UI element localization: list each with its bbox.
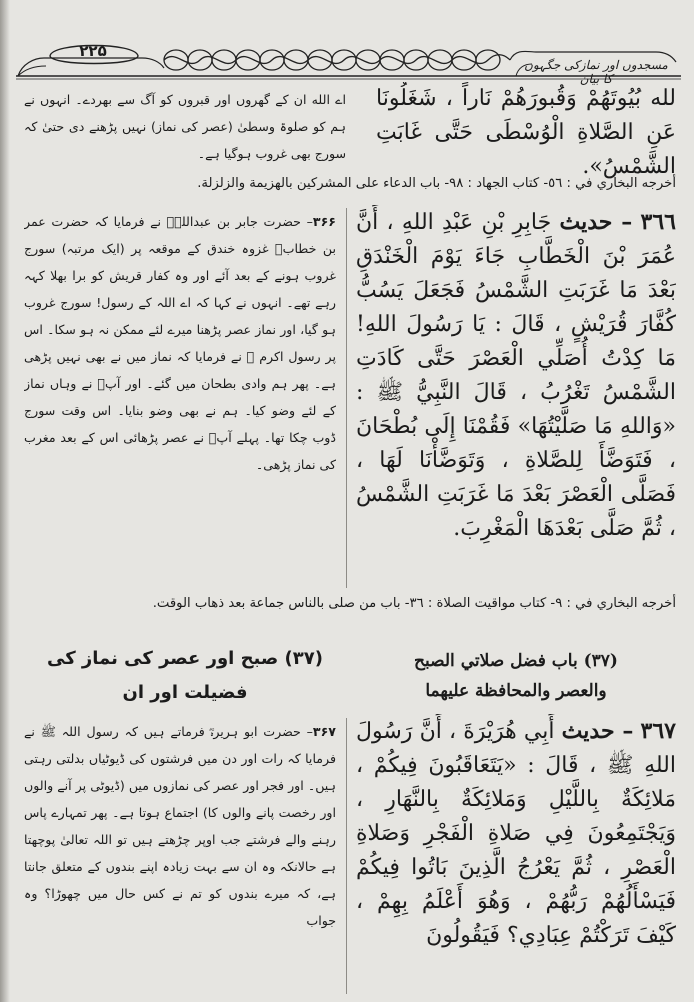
chapter-37-urdu-heading (24, 642, 346, 712)
hadith-366-number: ٣٦٦ (640, 209, 676, 235)
hadith-366-urdu-text: حضرت جابر بن عبداللہؓ نے فرمایا کہ حضرت عمر بن خطابؓ غزوہ خندق کے موقعہ پر (ایک مرتبہ) سورج غروب ہونے کے بعد آئے اور وہ کفار قریش کو برا بھلا کہہ رہے تھے۔ انہوں نے کہا کہ اے اللہ کے رسول! سورج غروب ہو گیا، اور نماز عصر پڑھنا میرے لئے ممکن نہ ہو سکا۔ اس پر رسول اکرم ﷺ نے فرمایا کہ نماز میں نے بھی نہیں پڑھی ہے۔ پھر ہم وادی بطحان میں گئے۔ اور آپؐ نے وہاں نماز کے لئے وضو کیا۔ ہم نے بھی وضو بنایا۔ اس وقت سورج ڈوب چکا تھا۔ پہلے آپؐ نے عصر پڑھائی اس کے بعد مغرب کی نماز پڑھی۔ (24, 214, 336, 472)
hadith-367-urdu-number: ۳۶۷ (312, 724, 336, 739)
hadith-367-urdu-text: حضرت ابو ہریرہؓ فرماتے ہیں کہ رسول اللہ ﷺ نے فرمایا کہ رات اور دن میں فرشتوں کی ڈیوٹیاں بدلتی رہتی ہیں۔ اور فجر اور عصر کی نمازوں میں (ڈیوٹی پر آنے والوں اور رخصت پانے والوں کا) اجتماع ہوتا ہے۔ پھر تمہارے پاس رہنے والے فرشتے جب اوپر چڑھتے ہیں تو اللہ تعالیٰ پوچھتا ہے حالانکہ وہ ان سے بہت زیادہ اپنے بندوں کے متعلق جانتا ہے، کہ میرے بندوں کو تم نے کس حال میں چھوڑا؟ وہ جواب (24, 724, 336, 928)
urdu-continuation (24, 86, 346, 172)
hadith-367-urdu: ۳۶۷– حضرت ابو ہریرہؓ فرماتے ہیں کہ رسول اللہ ﷺ نے فرمایا کہ رات اور دن میں فرشتوں کی ڈیوٹیاں بدلتی رہتی ہیں۔ اور فجر اور عصر کی نمازوں میں (ڈیوٹی پر آنے والوں اور رخصت پانے والوں کا) اجتماع ہوتا ہے۔ پھر تمہارے پاس رہنے والے فرشتے جب اوپر چڑھتے ہیں تو اللہ تعالیٰ پوچھتا ہے حالانکہ وہ ان سے بہت زیادہ اپنے بندوں کے متعلق جانتا ہے، کہ میرے بندوں کو تم نے کس حال میں چھوڑا؟ وہ جواب (24, 724, 336, 928)
chapter-37-urdu-line1: (۳۷) صبح اور عصر کی نماز کی فضیلت اور ان (46, 648, 323, 703)
reference-jihad: أخرجه البخاري في : ٥٦- كتاب الجهاد : ٩٨- باب الدعاء على المشركين بالهزيمة والزلزلة. (197, 176, 676, 191)
column-divider (346, 208, 347, 588)
chapter-running-title: مسجدوں اور نمازکی جگہوں کا بیان (524, 58, 668, 86)
page-number: ۲۲۵ (79, 42, 107, 60)
chapter-37-arabic-line1: (٣٧) باب فضل صلاتي الصبح (414, 651, 618, 671)
page-header (16, 36, 681, 86)
hadith-367-number: ٣٦٧ (640, 718, 676, 744)
hadith-367-lead: – حديث (561, 718, 634, 744)
hadith-367-text: أَبِي هُرَيْرَةَ ، أَنَّ رَسُولَ اللهِ ﷺ ، قَالَ : «يَتَعَاقَبُونَ فِيكُمْ ، مَلائِكَةٌ بِاللَّيْلِ وَمَلائِكَةٌ بِالنَّهَارِ ، وَيَجْتَمِعُونَ فِي صَلاةِ الْفَجْرِ وَصَلاةِ الْعَصْرِ ، ثُمَّ يَعْرُجُ الَّذِينَ بَاتُوا فِيكُمْ فَيَسْأَلُهُمْ رَبُّهُمْ ، وَهُوَ أَعْلَمُ بِهِمْ ، كَيْفَ تَرَكْتُمْ عِبَادِي؟ فَيَقُولُونَ (356, 719, 676, 948)
page-spine-shadow (0, 0, 10, 1002)
hadith-366-text: جَابِرِ بْنِ عَبْدِ اللهِ ، أَنَّ عُمَرَ بْنَ الْخَطَّابِ جَاءَ يَوْمَ الْخَنْدَقِ بَعْدَ مَا غَرَبَتِ الشَّمْسُ فَجَعَلَ يَسُبُّ كُفَّارَ قُرَيْشٍ ، قَالَ : يَا رَسُولَ اللهِ! مَا كِدْتُ أُصَلِّي الْعَصْرَ حَتَّى كَادَتِ الشَّمْسُ تَغْرُبُ ، قَالَ النَّبِيُّ ﷺ : «وَاللهِ مَا صَلَّيْتُهَا» فَقُمْنَا إِلَى بُطْحَانَ ، فَتَوَضَّأَ لِلصَّلاةِ ، وَتَوَضَّأْنَا لَهَا ، فَصَلَّى الْعَصْرَ بَعْدَ مَا غَرَبَتِ الشَّمْسُ ، ثُمَّ صَلَّى بَعْدَهَا الْمَغْرِبَ. (356, 210, 676, 541)
chapter-37-arabic-line2: والعصر والمحافظة عليهما (425, 681, 607, 701)
hadith-367-arabic (356, 714, 676, 994)
column-divider-lower (346, 718, 347, 994)
reference-mawaqit: أخرجه البخاري في : ٩- كتاب مواقيت الصلاة : ٣٦- باب من صلى بالناس جماعة بعد ذهاب الوقت. (152, 596, 676, 611)
hadith-366-lead: – حديث (559, 209, 633, 235)
chapter-37-urdu-line2 (24, 710, 346, 712)
chapter-37-arabic-heading (356, 646, 676, 710)
arabic-continuation (376, 82, 676, 186)
urdu-continuation-text: اے الله ان کے گھروں اور قبروں کو آگ سے بھردے۔ انہوں نے ہم کو صلوۃ وسطیٰ (عصر کی نماز) نہیں پڑھنے دی حتیٰ کہ سورج بھی غروب ہوگیا ہے۔ (24, 92, 346, 161)
hadith-366-urdu: ۳۶۶– حضرت جابر بن عبداللہؓ نے فرمایا کہ حضرت عمر بن خطابؓ غزوہ خندق کے موقعہ پر (ایک مرتبہ) سورج غروب ہونے کے بعد آئے اور وہ کفار قریش کو برا بھلا کہہ رہے تھے۔ انہوں نے کہا کہ اے اللہ کے رسول! سورج غروب ہو گیا، اور نماز عصر پڑھنا میرے لئے ممکن نہ ہو سکا۔ اس پر رسول اکرم ﷺ نے فرمایا کہ نماز میں نے بھی نہیں پڑھی ہے۔ پھر ہم وادی بطحان میں گئے۔ اور آپؐ نے وہاں نماز کے لئے وضو کیا۔ ہم نے بھی وضو بنایا۔ اس وقت سورج ڈوب چکا تھا۔ پہلے آپؐ نے عصر پڑھائی اس کے بعد مغرب کی نماز پڑھی۔ (24, 214, 336, 472)
arabic-continuation-text: لله بُيُوتَهُمْ وَقُبورَهُمْ نَاراً ، شَغَلُونَا عَنِ الصَّلاةِ الْوُسْطَى حَتَّى غَابَتِ الشَّمْسُ». (376, 86, 676, 179)
hadith-366-arabic (356, 205, 676, 595)
hadith-366-urdu-number: ۳۶۶ (312, 214, 336, 229)
